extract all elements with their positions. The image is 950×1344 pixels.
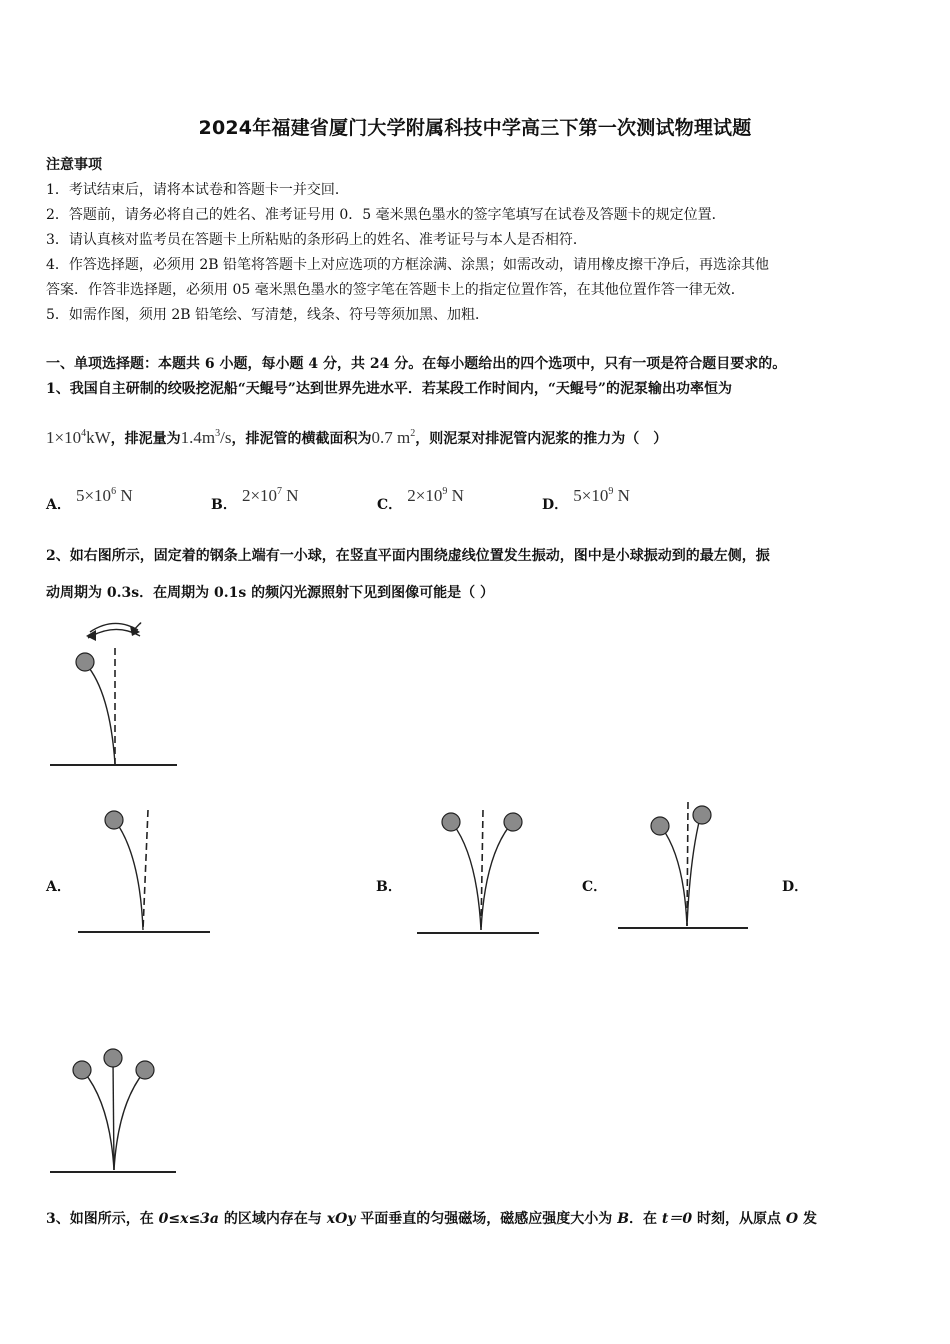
ball [73,1061,91,1079]
q3-stem: 3、如图所示，在 0≤x≤3a 的区域内存在与 xOy 平面垂直的匀强磁场，磁感应强度大小为 B．在 t＝0 时刻，从原点 O 发 [46,1211,817,1227]
q1-text-c: ，则泥泵对排泥管内泥浆的推力为（ ） [415,431,668,447]
q1-area: 0.7 $m^2$ [371,428,416,447]
notice-heading: 注意事项 [46,157,102,173]
ball [104,1049,122,1067]
q2-option-c-label[interactable]: C． [582,879,608,895]
q1-power: $1\times 10^4kW$ [46,428,111,447]
ball [651,817,669,835]
notice-item-5: 5．如需作图，须用 2B 铅笔绘、写清楚，线条、符号等须加黑、加粗． [46,307,490,323]
q1-option-c[interactable]: C． $2\times 10^9$ N [377,486,464,513]
q1-formula-line [46,428,667,448]
ball [504,813,522,831]
ball [693,806,711,824]
page-title: 2024年福建省厦门大学附属科技中学高三下第一次测试物理试题 [198,117,752,139]
q1-option-d[interactable]: D． $5\times 10^9$ N [542,486,630,513]
q2-option-a-label[interactable]: A． [46,879,71,895]
notice-item-2: 2．答题前，请务必将自己的姓名、准考证号用 0．5 毫米黑色墨水的签字笔填写在试卷及答题卡的规定位置． [46,207,726,223]
q1-option-b[interactable]: B． $2\times 10^7$ N [211,486,299,513]
q2-option-c-figure[interactable] [616,798,752,932]
q2-main-figure [40,612,190,772]
notice-item-3: 3．请认真核对监考员在答题卡上所粘贴的条形码上的姓名、准考证号与本人是否相符． [46,232,587,248]
q2-option-a-figure[interactable] [76,806,216,940]
q2-option-b-figure[interactable] [413,806,543,940]
section-heading: 一、单项选择题：本题共 6 小题，每小题 4 分，共 24 分。在每小题给出的四个选项中，只有一项是符合题目要求的。 [46,356,787,372]
q1-option-a[interactable]: A． $5\times 10^6$ N [46,486,133,513]
ball [105,811,123,829]
q2-option-d-label[interactable]: D． [782,879,809,895]
ball [136,1061,154,1079]
notice-item-4: 4．作答选择题，必须用 2B 铅笔将答题卡上对应选项的方框涂满、涂黑；如需改动，请用橡皮擦干净后，再选涂其他 [46,257,769,273]
ball [442,813,460,831]
q1-stem: 1、我国自主研制的绞吸挖泥船“天鲲号”达到世界先进水平．若某段工作时间内，“天鲲号”的泥泵输出功率恒为 [46,381,732,397]
notice-item-4-cont: 答案．作答非选择题，必须用 05 毫米黑色墨水的签字笔在答题卡上的指定位置作答，在其他位置作答一律无效． [46,282,745,298]
q2-option-d-figure[interactable] [46,1042,180,1178]
q1-text-a: ，排泥量为 [110,431,181,447]
ball [76,653,94,671]
q2-line-2: 动周期为 0.3s．在周期为 0.1s 的频闪光源照射下见到图像可能是（ ） [46,585,494,601]
q1-text-b: ，排泥管的横截面积为 [231,431,372,447]
q2-line-1: 2、如右图所示，固定着的钢条上端有一小球，在竖直平面内围绕虚线位置发生振动，图中是小球振动到的最左侧，振 [46,548,770,564]
notice-item-1: 1．考试结束后，请将本试卷和答题卡一并交回． [46,182,349,198]
steel-rod [86,664,115,764]
q1-flow: $1.4m^3/s$ [180,428,232,447]
q2-option-b-label[interactable]: B． [376,879,402,895]
